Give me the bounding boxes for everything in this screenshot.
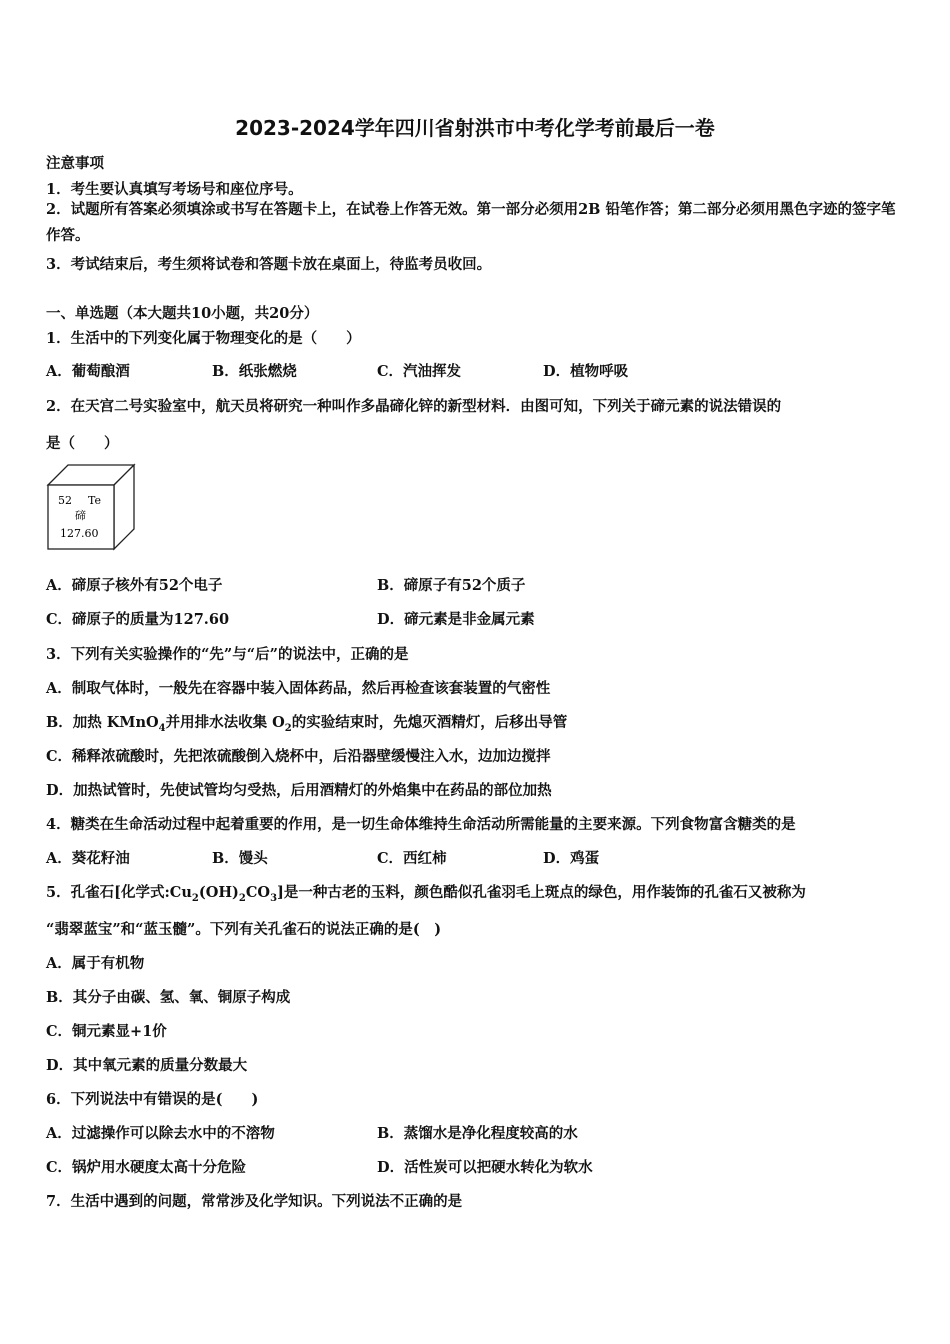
q3-option-c: C．稀释浓硫酸时，先把浓硫酸倒入烧杯中，后沿器壁缓慢注入水，边加边搅拌: [46, 748, 551, 765]
q1-stem: 1．生活中的下列变化属于物理变化的是（ ）: [46, 330, 361, 347]
tellurium-element-cube-figure: [46, 463, 136, 551]
element-number: 52: [58, 494, 72, 507]
q1-option-c: C．汽油挥发: [377, 363, 462, 380]
q6-option-b: B．蒸馏水是净化程度较高的水: [377, 1125, 578, 1142]
q6-stem: 6．下列说法中有错误的是( ): [46, 1091, 259, 1108]
q2-option-a: A．碲原子核外有52个电子: [46, 577, 223, 594]
q1-option-a: A．葡萄酿酒: [46, 363, 130, 380]
page-title: 2023-2024学年四川省射洪市中考化学考前最后一卷: [235, 116, 715, 140]
q4-option-d: D．鸡蛋: [543, 850, 600, 867]
q5-option-d: D．其中氧元素的质量分数最大: [46, 1057, 248, 1074]
q7-stem: 7．生活中遇到的问题，常常涉及化学知识。下列说法不正确的是: [46, 1193, 463, 1210]
q2-stem-line2: 是（ ）: [46, 435, 119, 452]
notice-item-1: 1．考生要认真填写考场号和座位序号。: [46, 181, 303, 198]
q4-stem: 4．糖类在生命活动过程中起着重要的作用，是一切生命体维持生命活动所需能量的主要来源。下列食物富含糖类的是: [46, 816, 796, 833]
q5-stem-line2: “翡翠蓝宝”和“蓝玉髓”。下列有关孔雀石的说法正确的是( ): [46, 921, 442, 938]
q1-option-d: D．植物呼吸: [543, 363, 629, 380]
q5-option-a: A．属于有机物: [46, 955, 145, 972]
q2-option-d: D．碲元素是非金属元素: [377, 611, 535, 628]
q2-option-b: B．碲原子有52个质子: [377, 577, 526, 594]
q6-option-a: A．过滤操作可以除去水中的不溶物: [46, 1125, 275, 1142]
notice-heading: 注意事项: [46, 155, 104, 172]
q3-option-a: A．制取气体时，一般先在容器中装入固体药品，然后再检查该套装置的气密性: [46, 680, 551, 697]
q4-option-a: A．葵花籽油: [46, 850, 130, 867]
element-mass: 127.60: [60, 527, 99, 540]
q6-option-c: C．锅炉用水硬度太高十分危险: [46, 1159, 247, 1176]
q3-option-b: B．加热 KMnO$_4$并用排水法收集 $O_2$的实验结束时，先熄灭酒精灯，后移出导管: [46, 714, 568, 734]
element-name: 碲: [75, 509, 86, 522]
q3-stem: 3．下列有关实验操作的“先”与“后”的说法中，正确的是: [46, 646, 409, 663]
q5-option-b: B．其分子由碳、氢、氧、铜原子构成: [46, 989, 291, 1006]
section-heading: 一、单选题（本大题共10小题，共20分）: [46, 305, 319, 322]
q5-option-c: C．铜元素显+1价: [46, 1023, 167, 1040]
q2-stem-line1: 2．在天宫二号实验室中，航天员将研究一种叫作多晶碲化锌的新型材料．由图可知，下列关于碲元素的说法错误的: [46, 398, 782, 415]
notice-item-2: 2．试题所有答案必须填涂或书写在答题卡上，在试卷上作答无效。第一部分必须用2B 铅笔作答；第二部分必须用黑色字迹的签字笔作答。: [46, 201, 896, 244]
q4-option-c: C．西红柿: [377, 850, 447, 867]
q3-option-d: D．加热试管时，先使试管均匀受热，后用酒精灯的外焰集中在药品的部位加热: [46, 782, 552, 799]
element-symbol: Te: [88, 494, 101, 507]
notice-item-3: 3．考试结束后，考生须将试卷和答题卡放在桌面上，待监考员收回。: [46, 256, 492, 273]
q1-option-b: B．纸张燃烧: [212, 363, 297, 380]
q5-stem-line1: 5．孔雀石[化学式$:Cu_2(OH)_2CO_3$]是一种古老的玉料，颜色酷似孔雀羽毛上斑点的绿色，用作装饰的孔雀石又被称为: [46, 884, 806, 904]
q6-option-d: D．活性炭可以把硬水转化为软水: [377, 1159, 593, 1176]
q2-option-c: C．碲原子的质量为127.60: [46, 611, 230, 628]
q4-option-b: B．馒头: [212, 850, 268, 867]
